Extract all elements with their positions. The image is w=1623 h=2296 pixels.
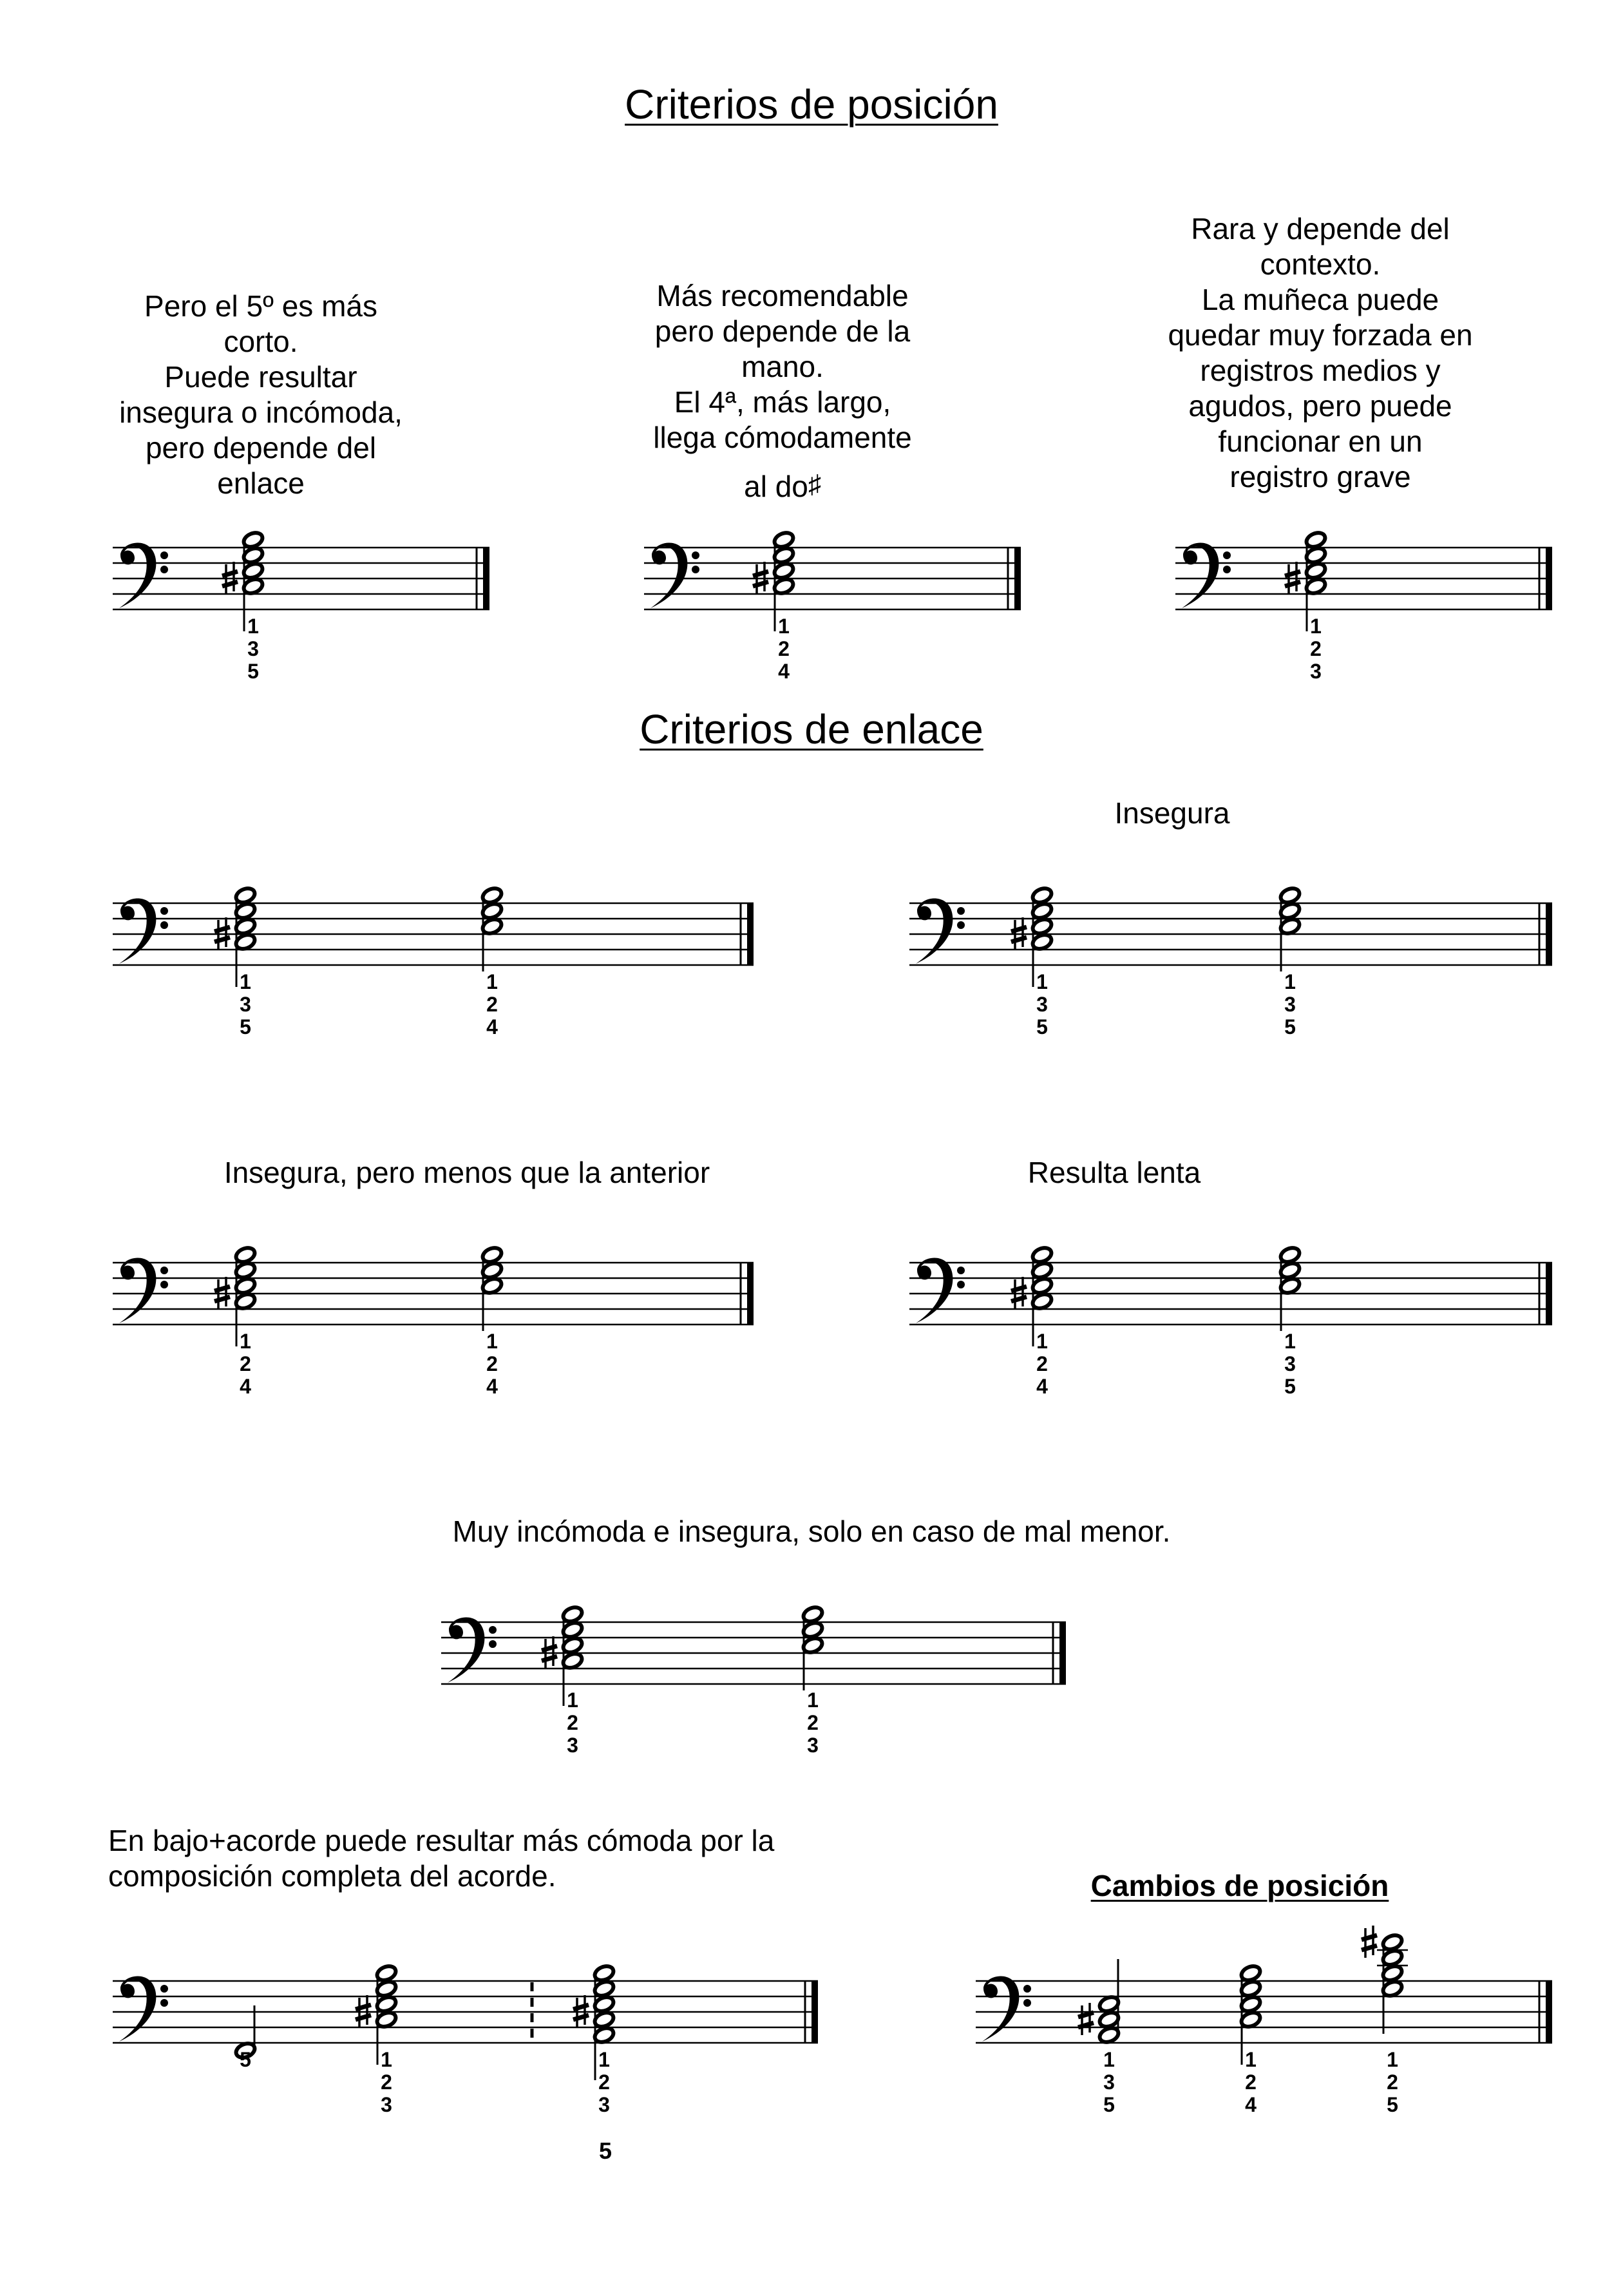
fingering-bb-1: 1 (598, 2048, 610, 2071)
staff-example-1 (113, 898, 754, 965)
final-barline (747, 1263, 754, 1325)
fingering-e3b-3: 4 (486, 1375, 498, 1398)
fingering-ca-1: 1 (1103, 2048, 1115, 2071)
notehead (1278, 1276, 1301, 1296)
fingering-cb-2: 2 (1245, 2071, 1257, 2094)
notehead (561, 1651, 584, 1670)
bass-chord-note: En bajo+acorde puede resultar más cómoda por la composición completa del acorde. (108, 1824, 775, 1893)
bass-clef-icon (448, 1617, 497, 1683)
chord-e3b (480, 1245, 503, 1331)
fingering-e1b-3: 4 (486, 1015, 498, 1038)
staff-example-2 (909, 898, 1552, 965)
bass-clef-icon (119, 542, 168, 608)
notehead (593, 1964, 615, 1983)
notehead (242, 577, 264, 596)
sharp-icon: ♯ (808, 470, 821, 499)
notehead (234, 1276, 256, 1296)
fingering-e1b-1: 1 (486, 970, 498, 993)
sharp-icon (1362, 1926, 1377, 1958)
fingering-p2-2: 2 (778, 637, 790, 660)
notehead (801, 1636, 824, 1655)
fingering-p2-1: 1 (778, 615, 790, 638)
linking-criteria-heading: Criterios de enlace (640, 706, 983, 752)
notehead (593, 2010, 615, 2029)
notehead (375, 2010, 397, 2029)
fingering-cc-3: 5 (1387, 2093, 1398, 2116)
notehead (772, 530, 795, 550)
notehead (1381, 1948, 1403, 1967)
example-5-caption: Muy incómoda e insegura, solo en caso de mal menor. (452, 1515, 1171, 1548)
notehead (1304, 530, 1327, 550)
notehead (1030, 901, 1053, 921)
fingering-e5a-1: 1 (567, 1689, 578, 1712)
notehead (1304, 546, 1327, 565)
position-note-2-end: al do♯ (744, 470, 821, 503)
notehead (234, 917, 256, 936)
position-note-2: Más recomendable pero depende de la mano. El 4ª, más largo, llega cómodamente (653, 279, 912, 454)
chord-e1b (480, 886, 503, 971)
notehead (1030, 1276, 1053, 1296)
fingering-p1-2: 3 (247, 637, 259, 660)
fingering-e2a-1: 1 (1036, 970, 1048, 993)
bass-clef-icon (650, 542, 699, 608)
fingering-ca-3: 5 (1103, 2093, 1115, 2116)
bass-clef-icon (916, 898, 965, 964)
notehead (801, 1605, 824, 1624)
notehead (1030, 1245, 1053, 1265)
notehead (480, 886, 503, 905)
fingering-p1-3: 5 (247, 660, 259, 683)
fingering-cb-1: 1 (1245, 2048, 1257, 2071)
page-number: 5 (598, 2138, 612, 2164)
notehead (1381, 1933, 1403, 1952)
fingering-e4a-2: 2 (1036, 1352, 1048, 1375)
staff-example-5 (441, 1617, 1066, 1684)
fingering-e3b-1: 1 (486, 1330, 498, 1353)
notehead (1239, 1964, 1262, 1983)
bass-clef-icon (119, 1258, 168, 1323)
notehead (1097, 2010, 1120, 2029)
notehead (480, 917, 503, 936)
notehead (375, 1979, 397, 1998)
fingering-bb-2: 2 (598, 2071, 610, 2094)
notehead (234, 1292, 256, 1311)
fingering-p1-1: 1 (247, 615, 259, 638)
notehead (480, 1261, 503, 1280)
bass-clef-icon (982, 1976, 1031, 2042)
final-barline (1014, 548, 1021, 609)
staff-example-4 (909, 1258, 1552, 1325)
fingering-e1a-2: 3 (240, 993, 251, 1016)
fingering-e2a-3: 5 (1036, 1015, 1048, 1038)
fingering-ba-1: 1 (381, 2048, 392, 2071)
final-barline (1059, 1622, 1066, 1684)
fingering-p2-3: 4 (778, 660, 790, 683)
position-changes-heading: Cambios de posición (1090, 1869, 1389, 1902)
fingering-e3a-1: 1 (240, 1330, 251, 1353)
staff-bass-chord (113, 1976, 818, 2043)
final-barline (1546, 548, 1552, 609)
bass-clef-icon (119, 1976, 168, 2042)
staff-position-1 (113, 542, 489, 609)
final-barline (1546, 1263, 1552, 1325)
notehead (234, 901, 256, 921)
fingering-e1a-3: 5 (240, 1015, 251, 1038)
notehead (801, 1620, 824, 1640)
fingering-e3a-3: 4 (240, 1375, 251, 1398)
notehead (772, 577, 795, 596)
notehead (1381, 1979, 1403, 1998)
notehead (480, 1245, 503, 1265)
notehead (480, 901, 503, 921)
fingering-p3-2: 2 (1310, 637, 1322, 660)
chord-e5b (801, 1605, 824, 1690)
example-2-caption: Insegura (1114, 796, 1230, 830)
notehead (772, 561, 795, 580)
notehead (561, 1620, 584, 1640)
notehead (1030, 1261, 1053, 1280)
fingering-e2b-2: 3 (1284, 993, 1296, 1016)
notehead (1030, 917, 1053, 936)
notehead (234, 932, 256, 952)
notehead (1304, 577, 1327, 596)
chord-cc (1362, 1926, 1408, 2034)
notehead (772, 546, 795, 565)
notehead (375, 1995, 397, 2014)
notehead (1278, 1245, 1301, 1265)
bass-clef-icon (916, 1258, 965, 1323)
bass-clef-icon (119, 898, 168, 964)
fingering-ba-2: 2 (381, 2071, 392, 2094)
fingering-e2b-1: 1 (1284, 970, 1296, 993)
fingering-p3-3: 3 (1310, 660, 1322, 683)
fingering-e2a-2: 3 (1036, 993, 1048, 1016)
notehead (234, 1245, 256, 1265)
fingering-e1b-2: 2 (486, 993, 498, 1016)
notehead (1030, 1292, 1053, 1311)
staff-position-3 (1175, 542, 1552, 609)
notehead (593, 1995, 615, 2014)
example-4-caption: Resulta lenta (1027, 1156, 1201, 1189)
notehead (242, 530, 264, 550)
fingering-e4b-1: 1 (1284, 1330, 1296, 1353)
fingering-e3a-2: 2 (240, 1352, 251, 1375)
notehead (1097, 2025, 1120, 2045)
final-barline (812, 1981, 818, 2043)
notehead (480, 1276, 503, 1296)
fingering-bb-3: 3 (598, 2093, 610, 2116)
fingering-e3b-2: 2 (486, 1352, 498, 1375)
fingering-e5b-3: 3 (807, 1734, 819, 1757)
final-barline (747, 903, 754, 965)
chord-ca (1078, 1959, 1121, 2045)
notehead (234, 1261, 256, 1280)
sharp-icon (1078, 2003, 1094, 2035)
notehead (561, 1636, 584, 1655)
fingering-e5a-3: 3 (567, 1734, 578, 1757)
fingering-e2b-3: 5 (1284, 1015, 1296, 1038)
fingering-e1a-1: 1 (240, 970, 251, 993)
notehead (242, 561, 264, 580)
example-3-caption: Insegura, pero menos que la anterior (223, 1156, 710, 1189)
notehead (1381, 1964, 1403, 1983)
final-barline (483, 548, 489, 609)
fingering-e4b-3: 5 (1284, 1375, 1296, 1398)
fingering-e5b-1: 1 (807, 1689, 819, 1712)
fingering-p3-1: 1 (1310, 615, 1322, 638)
position-criteria-heading: Criterios de posición (625, 81, 998, 128)
notehead (242, 546, 264, 565)
fingering-bass-note: 5 (240, 2048, 251, 2071)
fingering-cb-3: 4 (1245, 2093, 1257, 2116)
staff-position-changes (976, 1976, 1552, 2043)
notehead (1278, 1261, 1301, 1280)
notehead (593, 1979, 615, 1998)
chord-e2b (1278, 886, 1301, 971)
notehead (1278, 886, 1301, 905)
notehead (1097, 1995, 1120, 2014)
notehead (1030, 886, 1053, 905)
notehead (561, 1605, 584, 1624)
final-barline (1546, 1981, 1552, 2043)
fingering-e4a-1: 1 (1036, 1330, 1048, 1353)
final-barline (1546, 903, 1552, 965)
staff-position-2 (644, 542, 1021, 609)
fingering-e5b-2: 2 (807, 1711, 819, 1734)
chord-e4b (1278, 1245, 1301, 1331)
fingering-cc-1: 1 (1387, 2048, 1398, 2071)
staff-example-3 (113, 1258, 754, 1325)
notehead (234, 886, 256, 905)
position-note-3: Rara y depende del contexto. La muñeca puede quedar muy forzada en registros medios y agudos, pero puede funcionar en un registro grave (1168, 212, 1473, 493)
fingering-cc-2: 2 (1387, 2071, 1398, 2094)
notehead (375, 1964, 397, 1983)
fingering-ba-3: 3 (381, 2093, 392, 2116)
fingering-e4b-2: 3 (1284, 1352, 1296, 1375)
bass-clef-icon (1182, 542, 1231, 608)
fingering-e5a-2: 2 (567, 1711, 578, 1734)
fingering-ca-2: 3 (1103, 2071, 1115, 2094)
notehead (1239, 2010, 1262, 2029)
notehead (1030, 932, 1053, 952)
notehead (593, 2025, 615, 2045)
notehead (1278, 901, 1301, 921)
notehead (1304, 561, 1327, 580)
position-note-1: Pero el 5º es más corto. Puede resultar insegura o incómoda, pero depende del enlace (119, 289, 403, 500)
fingering-e4a-3: 4 (1036, 1375, 1048, 1398)
notehead (1239, 1979, 1262, 1998)
notehead (1278, 917, 1301, 936)
notehead (1239, 1995, 1262, 2014)
